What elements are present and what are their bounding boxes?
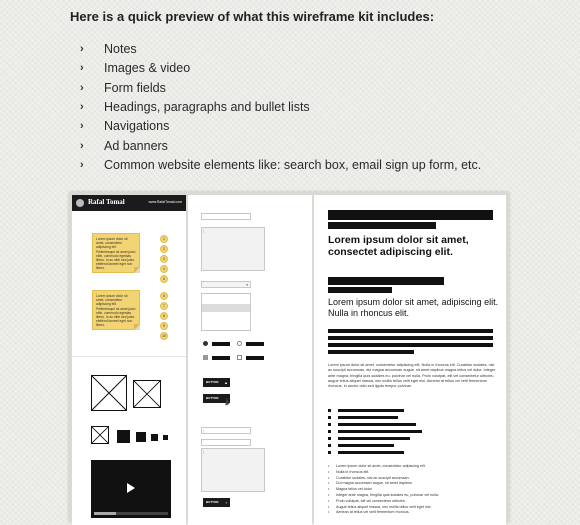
bullet-list <box>328 464 439 516</box>
feature-item <box>80 156 481 175</box>
paragraph: Lorem ipsum dolor sit amet, consectetur adipiscing elit. Nulla in rhoncus elit. Curabitur sodales, nisi ac suscipit accumsan, dui magna accumsan augue, sit amet dapibus magna tellus vel dolor. Integer ante magna, fringilla quis sodales eu, pulvinar vel nulla. Proin volutpat, elit vel consectetur ultricies, augue tellus aliquet massa, nec mollis tellus velit eget nisi. Aenean at tellus vel velit fermentum rhoncus. In auctor odio sed ligula tempor pulvinar. <box>328 363 496 389</box>
heading-placeholder <box>328 222 436 229</box>
chevron-right-icon: › <box>80 43 84 56</box>
feature-item <box>80 59 481 78</box>
heading-placeholder <box>328 210 493 220</box>
feature-label: Headings, paragraphs and bullet lists <box>104 100 310 115</box>
checkbox[interactable] <box>237 355 242 360</box>
number-badge: 4 <box>160 265 168 273</box>
text-line <box>328 350 414 354</box>
text-line <box>328 329 493 333</box>
divider <box>72 356 186 357</box>
chevron-down-icon: ▾ <box>246 283 248 287</box>
number-badge: 3 <box>160 255 168 263</box>
list-line <box>338 451 404 454</box>
chevron-right-icon: › <box>80 101 84 114</box>
heading-medium: Lorem ipsum dolor sit amet, adipiscing elit. Nulla in rhoncus elit. <box>328 297 499 318</box>
list-line <box>338 437 410 440</box>
logo-icon <box>76 199 84 207</box>
radio-label <box>246 342 264 346</box>
chevron-right-icon: › <box>80 62 84 75</box>
textarea-caret: | <box>203 450 204 454</box>
number-badge: 1 <box>160 235 168 243</box>
preview-column-typography <box>314 195 506 525</box>
radio-label <box>212 342 230 346</box>
arrow-up-icon: ▴ <box>224 380 227 385</box>
feature-item <box>80 98 481 117</box>
preview-column-forms <box>188 195 312 525</box>
bullet-square <box>328 444 331 447</box>
textarea-caret: | <box>203 229 204 233</box>
checkbox-label <box>246 356 264 360</box>
list-item: • Dui magna accumsan augue, sit amet dapibus <box>328 481 439 487</box>
feature-label: Notes <box>104 42 137 57</box>
checkbox[interactable] <box>203 355 208 360</box>
list-item: • Proin volutpat, elit vel consectetur ultricies. <box>328 499 439 505</box>
list-item: • Lorem ipsum dolor sit amet, consectetur adipiscing elit. <box>328 464 439 470</box>
feature-label: Common website elements like: search box, email sign up form, etc. <box>104 157 482 172</box>
list-line <box>338 444 394 447</box>
feature-item <box>80 117 481 136</box>
number-badge: 6 <box>160 292 168 300</box>
list-item: • Nulla in rhoncus elit. <box>328 470 439 476</box>
feature-item <box>80 40 481 59</box>
submit-button[interactable]: BUTTON › <box>203 498 230 507</box>
bullet-square <box>328 416 331 419</box>
feature-label: Form fields <box>104 80 166 95</box>
preview-header <box>72 195 186 211</box>
number-badge: 9 <box>160 322 168 330</box>
play-icon[interactable] <box>127 483 135 493</box>
button[interactable]: BUTTON <box>203 394 230 403</box>
list-line <box>338 430 422 433</box>
list-item: • Augue tellus aliquet massa, nec mollis tellus velit eget nisi. <box>328 505 439 511</box>
bullet-square <box>328 409 331 412</box>
checkbox-label <box>212 356 230 360</box>
feature-list <box>80 40 481 175</box>
list-box[interactable] <box>201 293 251 331</box>
list-line <box>338 416 398 419</box>
feature-label: Ad banners <box>104 138 168 153</box>
number-badge: 2 <box>160 245 168 253</box>
list-item: • Curabitur sodales, nisi ac suscipit accumsan. <box>328 476 439 482</box>
sticky-note: Lorem ipsum dolor sit amet, consectetur adipiscing elit. Pellentesque sit amet justo nibh, commodo egestas libero. In ac nibh sed justo eleifend laoreet eget non libero. <box>92 233 140 273</box>
text-line <box>328 343 493 347</box>
number-badge: 8 <box>160 312 168 320</box>
list-item: • Integer ante magna, fringilla quis sodales eu, pulvinar vel nulla. <box>328 493 439 499</box>
subheading-placeholder <box>328 287 392 293</box>
input-caret: | <box>203 429 204 433</box>
feature-label: Images & video <box>104 61 191 76</box>
image-placeholder <box>91 426 109 444</box>
image-placeholder <box>163 435 168 440</box>
arrow-right-icon: › <box>225 500 227 505</box>
list-box-selected <box>202 304 250 312</box>
image-placeholder <box>117 430 130 443</box>
heading-large: Lorem ipsum dolor sit amet, consectet adipiscing elit. <box>328 234 469 258</box>
sticky-note: Lorem ipsum dolor sit amet, consectetur adipiscing elit. Pellentesque sit amet justo nibh, commodo egestas libero. In ac nibh sed justo eleifend laoreet eget non libero. <box>92 290 140 330</box>
radio-button[interactable] <box>237 341 242 346</box>
video-player[interactable] <box>91 460 171 518</box>
preview-url: www.RafalTomal.com <box>148 200 182 204</box>
list-item: • Aenean at tellus vel velit fermentum rhoncus. <box>328 510 439 516</box>
image-placeholder <box>136 432 146 442</box>
list-line <box>338 409 404 412</box>
image-placeholder <box>151 434 158 441</box>
chevron-right-icon: › <box>80 158 84 171</box>
list-line <box>338 423 416 426</box>
select-dropdown[interactable] <box>201 281 251 288</box>
chevron-right-icon: › <box>80 120 84 133</box>
image-placeholder <box>91 375 127 411</box>
text-input[interactable] <box>201 439 251 446</box>
number-badge: 7 <box>160 302 168 310</box>
intro-heading: Here is a quick preview of what this wireframe kit includes: <box>70 9 435 24</box>
feature-item <box>80 79 481 98</box>
textarea[interactable] <box>201 227 265 271</box>
text-input[interactable] <box>201 427 251 434</box>
chevron-right-icon: › <box>80 139 84 152</box>
bullet-square <box>328 423 331 426</box>
text-line <box>328 336 493 340</box>
bullet-square <box>328 451 331 454</box>
feature-label: Navigations <box>104 119 170 134</box>
textarea[interactable] <box>201 448 265 492</box>
list-item: • Magna tellus vel dolor. <box>328 487 439 493</box>
image-placeholder <box>133 380 161 408</box>
chevron-right-icon: › <box>80 81 84 94</box>
wireframe-preview <box>69 192 509 522</box>
number-badge: 5 <box>160 275 168 283</box>
bullet-square <box>328 430 331 433</box>
number-badge: 10 <box>160 332 168 340</box>
subheading-placeholder <box>328 277 444 285</box>
text-input[interactable] <box>201 213 251 220</box>
button[interactable]: BUTTON ▴ <box>203 378 230 387</box>
preview-brand: Rafal Tomal <box>88 198 125 206</box>
bullet-square <box>328 437 331 440</box>
radio-button[interactable] <box>203 341 208 346</box>
feature-item <box>80 136 481 155</box>
preview-column-notes-media <box>72 195 186 525</box>
